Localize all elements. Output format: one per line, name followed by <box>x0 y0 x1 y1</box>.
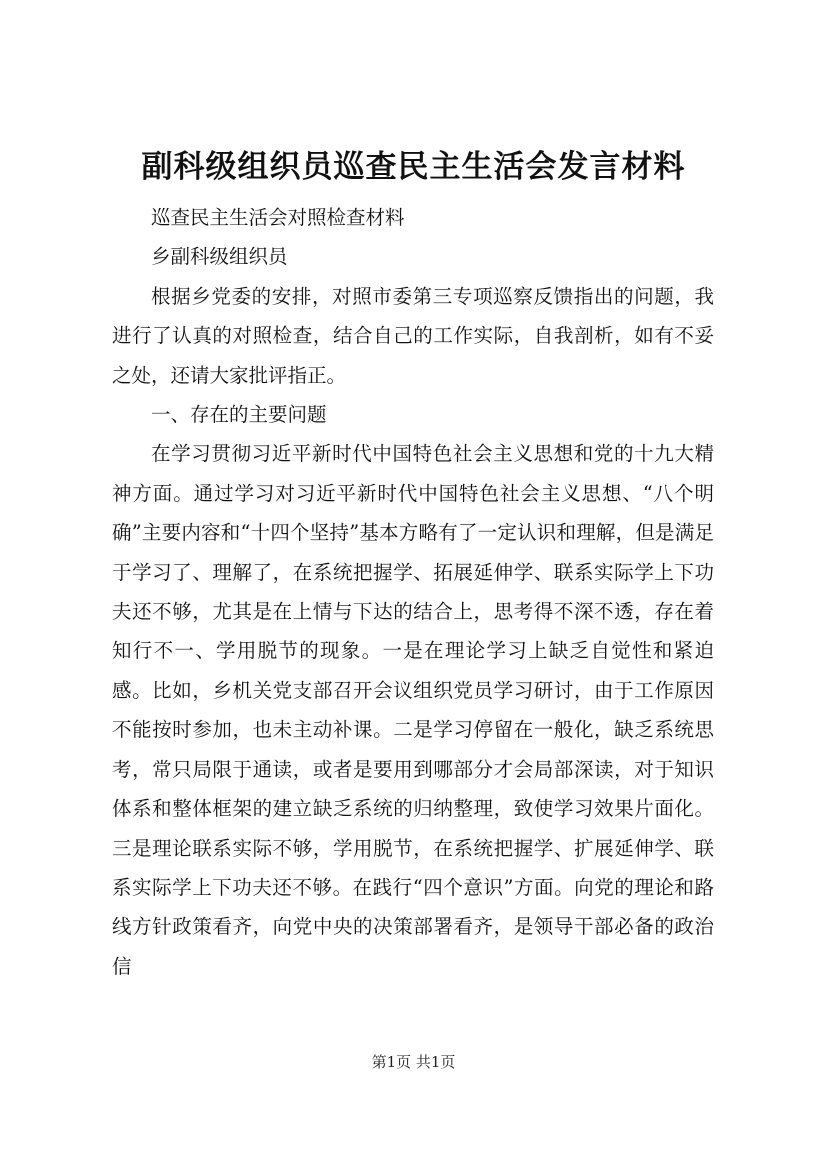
section-heading: 一、存在的主要问题 <box>151 403 327 427</box>
author-line: 乡副科级组织员 <box>151 245 288 269</box>
page-number: 第1页 共1页 <box>371 1053 456 1071</box>
subtitle-line: 巡查民主生活会对照检查材料 <box>151 206 405 229</box>
intro-paragraph: 根据乡党委的安排，对照市委第三专项巡察反馈指出的问题，我进行了认真的对照检查，结合自己的工作实际，自我剖析，如有不妥之处，还请大家批评指正。 <box>112 284 714 387</box>
body-paragraph: 在学习贯彻习近平新时代中国特色社会主义思想和党的十九大精神方面。通过学习对习近平新时代中国特色社会主义思想、“八个明确”主要内容和“十四个坚持”基本方略有了一定认识和理解，但是满足于学习了、理解了，在系统把握学、拓展延伸学、联系实际学上下功夫还不够，尤其是在上情与下达的结合上，思考得不深不透，存在着知行不一、学用脱节的现象。一是在理论学习上缺乏自觉性和紧迫感。比如，乡机关党支部召开会议组织党员学习研讨，由于工作原因不能按时参加，也未主动补课。二是学习停留在一般化，缺乏系统思考，常只局限于通读，或者是要用到哪部分才会局部深读，对于知识体系和整体框架的建立缺乏系统的归纳整理，致使学习效果片面化。三是理论联系实际不够，学用脱节，在系统把握学、扩展延伸学、联系实际学上下功夫还不够。在践行“四个意识”方面。向党的理论和路线方针政策看齐，向党中央的决策部署看齐，是领导干部必备的政治信 <box>112 442 714 978</box>
document-title: 副科级组织员巡查民主生活会发言材料 <box>141 149 686 185</box>
document-body <box>112 198 714 986</box>
